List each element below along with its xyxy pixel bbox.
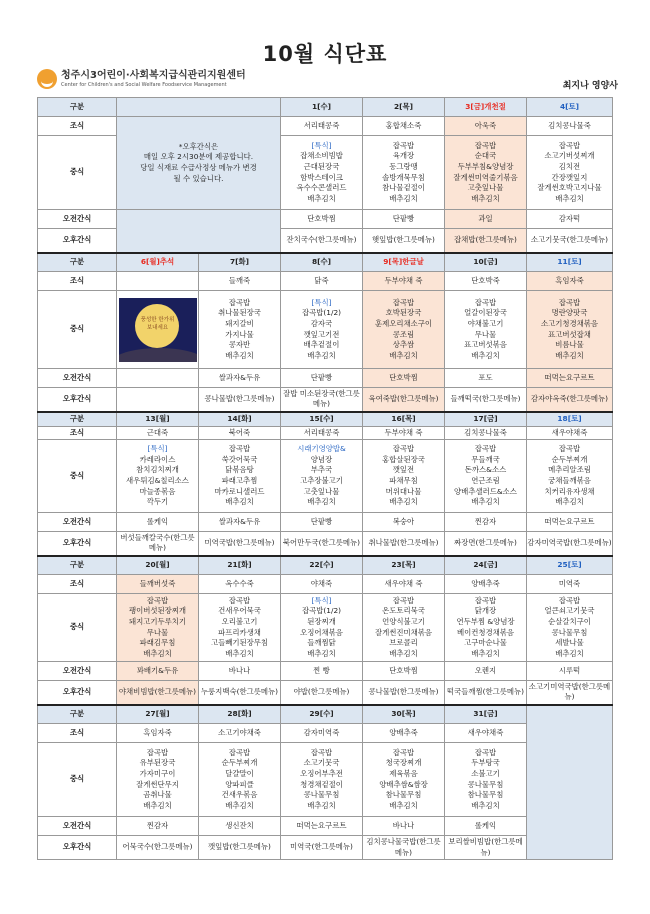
week1-header-row	[38, 98, 613, 117]
lunch-label: 중식	[38, 594, 117, 662]
week5-header-row	[38, 705, 613, 724]
lunch-cell: 잡곡밥 소고기버섯찌개 김치전 간장깻잎지 잘게썬호박고지나물 배추김치	[527, 136, 613, 210]
lunch-cell: 잡곡밥 두부탕국 소불고기 콩나물무침 참나물무침 배추김치	[445, 743, 527, 817]
week3-header-row	[38, 412, 613, 427]
day-header-saturday: 4[토]	[527, 98, 613, 117]
pm-snack-cell: 떡국들깨찜(한그릇메뉴)	[445, 681, 527, 705]
breakfast-cell: 닭죽	[281, 272, 363, 291]
breakfast-cell: 야채죽	[281, 575, 363, 594]
breakfast-cell: 홍합채소죽	[363, 117, 445, 136]
am-snack-cell: 복숭아	[363, 513, 445, 532]
pm-snack-label: 오후간식	[38, 681, 117, 705]
nutritionist-name: 최지나 영양사	[562, 81, 618, 91]
lunch-cell: 잡곡밥 닭개장 연두부찜 &양념장 베이컨청경채볶음 고구마순나물 배추김치	[445, 594, 527, 662]
breakfast-cell: 감자미역죽	[281, 724, 363, 743]
am-snack-cell: 떠먹는요구르트	[281, 817, 363, 836]
lunch-cell: 잡곡밥 육개장 동그랑땡 솔방개묵무침 참나물겉절이 배추김치	[363, 136, 445, 210]
gubun-label: 구분	[38, 412, 117, 427]
pm-snack-cell: 감자미역국밥(한그릇메뉴)	[527, 532, 613, 556]
week4-header-row	[38, 556, 613, 575]
breakfast-cell: 두부야채 죽	[363, 272, 445, 291]
am-snack-cell: 단팥빵	[363, 210, 445, 229]
am-snack-cell: 단호박찜	[363, 662, 445, 681]
am-snack-cell: 과일	[445, 210, 527, 229]
am-snack-cell: 단팥빵	[281, 513, 363, 532]
am-snack-cell: 감자떡	[527, 210, 613, 229]
breakfast-cell: 소고기야채죽	[199, 724, 281, 743]
lunch-cell: 잡곡밥 팽이버섯된장찌개 돼지고기두루치기 무나물 파래김무침 배추김치	[117, 594, 199, 662]
breakfast-cell: 흑임자죽	[117, 724, 199, 743]
breakfast-cell: 서리태콩죽	[281, 117, 363, 136]
am-snack-cell: 단팥빵	[281, 369, 363, 388]
pm-snack-cell: 육여죽밥(한그릇메뉴)	[363, 388, 445, 412]
gubun-label: 구분	[38, 705, 117, 724]
breakfast-cell: 들깨죽	[199, 272, 281, 291]
breakfast-cell: 단호박죽	[445, 272, 527, 291]
day-header: 27[월]	[117, 705, 199, 724]
org-logo	[37, 69, 246, 89]
am-snack-cell: 롤케익	[445, 817, 527, 836]
pm-snack-label: 오후간식	[38, 388, 117, 412]
day-header: 23[목]	[363, 556, 445, 575]
am-snack-cell	[117, 369, 199, 388]
breakfast-label: 조식	[38, 575, 117, 594]
am-snack-cell: 떠먹는요구르트	[527, 369, 613, 388]
lunch-cell: 잡곡밥 얼큰쇠고기뭇국 순살갈치구이 콩나물무침 세발나물 배추김치	[527, 594, 613, 662]
pm-snack-cell: 감자야옥죽(한그릇메뉴)	[527, 388, 613, 412]
gubun-label: 구분	[38, 253, 117, 272]
lunch-cell: [특식] 잡곡밥(1/2) 감자국 깻잎고기전 배추겉절이 배추김치	[281, 291, 363, 369]
blank-cell	[117, 210, 281, 253]
day-header: 20[월]	[117, 556, 199, 575]
breakfast-label: 조식	[38, 427, 117, 440]
lunch-cell: 잡곡밥 무들깨국 돈까스&소스 연근조림 양배추샐러드&소스 배추김치	[445, 440, 527, 513]
day-header: 24[금]	[445, 556, 527, 575]
am-snack-cell: 바나나	[199, 662, 281, 681]
empty-header	[117, 98, 281, 117]
org-subtitle: Center for Children's and Social Welfare Foodservice Management	[61, 81, 227, 88]
lunch-cell: 잡곡밥 유부된장국 가자미구이 잘게썬단무지 곰취나물 배추김치	[117, 743, 199, 817]
am-snack-cell: 오렌지	[445, 662, 527, 681]
gubun-label: 구분	[38, 98, 117, 117]
lunch-label: 중식	[38, 291, 117, 369]
am-snack-cell: 롤케익	[117, 513, 199, 532]
day-header-holiday: 3[금]개천절	[445, 98, 527, 117]
breakfast-cell: 새우야채 죽	[363, 575, 445, 594]
am-snack-label: 오전간식	[38, 662, 117, 681]
day-header-saturday: 11[토]	[527, 253, 613, 272]
lunch-cell: 잡곡밥 취나물된장국 돼지갈비 가지나물 콩자반 배추김치	[199, 291, 281, 369]
week2-header-row	[38, 253, 613, 272]
lunch-cell: 시래기영양밥& 양념장 부추국 고추장불고기 고춧잎나물 배추김치	[281, 440, 363, 513]
day-header: 15[수]	[281, 412, 363, 427]
pm-snack-cell: 콩나물밥(한그릇메뉴)	[363, 681, 445, 705]
pm-snack-cell: 김치콩나물국밥(한그릇메뉴)	[363, 836, 445, 860]
lunch-cell: [특식] 카레라이스 참치김치찌개 새우튀김&칠리소스 마늘종볶음 깍두기	[117, 440, 199, 513]
lunch-cell: 잡곡밥 순두부찌개 달걀말이 양파피클 건새우볶음 배추김치	[199, 743, 281, 817]
am-snack-cell: 단호박찜	[281, 210, 363, 229]
page-title: 10월 식단표	[262, 42, 388, 66]
lunch-cell: 잡곡밥 명란양팟국 소고기청경채볶음 표고버섯잡채 비름나물 배추김치	[527, 291, 613, 369]
pm-snack-cell: 잔치국수(한그릇메뉴)	[281, 229, 363, 253]
pm-snack-cell: 버섯들깨칼국수(한그릇메뉴)	[117, 532, 199, 556]
am-snack-label: 오전간식	[38, 817, 117, 836]
lunch-cell: [특식] 잡곡밥(1/2) 된장찌개 오징어채볶음 들깨찜닭 배추김치	[281, 594, 363, 662]
breakfast-cell: 두부야채 죽	[363, 427, 445, 440]
smile-logo-icon	[37, 69, 57, 89]
pm-snack-cell: 잘밥 미소된장국(한그릇메뉴)	[281, 388, 363, 412]
chuseok-image-cell	[117, 291, 199, 369]
breakfast-cell: 서리태콩죽	[281, 427, 363, 440]
day-header-holiday: 9[목]한글날	[363, 253, 445, 272]
pm-snack-cell: 북어만두국(한그릇메뉴)	[281, 532, 363, 556]
breakfast-label: 조식	[38, 117, 117, 136]
breakfast-cell: 새우야채죽	[527, 427, 613, 440]
am-snack-cell: 찐 빵	[281, 662, 363, 681]
breakfast-cell	[117, 272, 199, 291]
lunch-label: 중식	[38, 440, 117, 513]
pm-snack-label: 오후간식	[38, 532, 117, 556]
am-snack-cell: 찐감자	[445, 513, 527, 532]
pm-snack-cell: 잡채밥(한그릇메뉴)	[445, 229, 527, 253]
breakfast-label: 조식	[38, 724, 117, 743]
pm-snack-cell: 소고기미역국밥(한그릇메뉴)	[527, 681, 613, 705]
pm-snack-cell: 누룽지백숙(한그릇메뉴)	[199, 681, 281, 705]
breakfast-cell: 새우야채죽	[445, 724, 527, 743]
breakfast-cell: 김치콩나물죽	[445, 427, 527, 440]
pm-snack-cell: 햇잎밥(한그릇메뉴)	[363, 229, 445, 253]
day-header: 29[수]	[281, 705, 363, 724]
breakfast-cell: 들깨버섯죽	[117, 575, 199, 594]
pm-snack-cell: 미역국(한그릇메뉴)	[281, 836, 363, 860]
am-snack-cell: 쌀과자&두유	[199, 369, 281, 388]
blank-cell	[527, 705, 613, 860]
notice-box: *오후간식은 매일 오후 2시30분에 제공합니다. 당일 식재료 수급사정상 메뉴가 변경 될 수 있습니다.	[117, 117, 281, 210]
am-snack-label: 오전간식	[38, 369, 117, 388]
am-snack-cell: 시루떡	[527, 662, 613, 681]
day-header: 10[금]	[445, 253, 527, 272]
am-snack-cell: 꽈배기&두유	[117, 662, 199, 681]
am-snack-cell: 생신잔치	[199, 817, 281, 836]
breakfast-label: 조식	[38, 272, 117, 291]
breakfast-cell: 옥수수죽	[199, 575, 281, 594]
am-snack-label: 오전간식	[38, 513, 117, 532]
breakfast-cell: 아욱죽	[445, 117, 527, 136]
day-header: 13[월]	[117, 412, 199, 427]
am-snack-cell: 떠먹는요구르트	[527, 513, 613, 532]
lunch-cell: 잡곡밥 호박된장국 훈제오리채소구이 콩조림 상추쌈 배추김치	[363, 291, 445, 369]
lunch-cell: 잡곡밥 홍합살된장국 깻잎전 파채무침 머위대나물 배추김치	[363, 440, 445, 513]
gubun-label: 구분	[38, 556, 117, 575]
am-snack-cell: 단호박찜	[363, 369, 445, 388]
am-snack-cell: 바나나	[363, 817, 445, 836]
pm-snack-cell: 소고기뭇국(한그릇메뉴)	[527, 229, 613, 253]
am-snack-cell: 찐감자	[117, 817, 199, 836]
breakfast-cell: 김치콩나물죽	[527, 117, 613, 136]
breakfast-cell: 양배추죽	[445, 575, 527, 594]
pm-snack-cell: 어묵국수(한그릇메뉴)	[117, 836, 199, 860]
day-header-holiday: 6[월]추석	[117, 253, 199, 272]
lunch-cell: [특식] 잡채소비빔밥 근대된장국 함박스테이크 옥수수콘샐러드 배추김치	[281, 136, 363, 210]
day-header: 22[수]	[281, 556, 363, 575]
breakfast-cell: 북어죽	[199, 427, 281, 440]
pm-snack-label: 오후간식	[38, 836, 117, 860]
am-snack-cell: 포도	[445, 369, 527, 388]
pm-snack-cell: 들깨떡국(한그릇메뉴)	[445, 388, 527, 412]
menu-table	[37, 97, 613, 860]
lunch-cell: 잡곡밥 순두부찌개 메추리알조림 궁채들깨볶음 치커리유자생채 배추김치	[527, 440, 613, 513]
day-header: 21[화]	[199, 556, 281, 575]
day-header: 2[목]	[363, 98, 445, 117]
lunch-label: 중식	[38, 136, 117, 210]
lunch-cell: 잡곡밥 온도토리묵국 언양식불고기 잘게썬진미채볶음 브로콜리 배추김치	[363, 594, 445, 662]
breakfast-cell: 미역죽	[527, 575, 613, 594]
breakfast-cell: 양배추죽	[363, 724, 445, 743]
lunch-cell: 잡곡밥 건새우어묵국 오리불고기 파프리카생채 고들빼기된장무침 배추김치	[199, 594, 281, 662]
day-header: 31[금]	[445, 705, 527, 724]
pm-snack-cell: 야밥(한그릇메뉴)	[281, 681, 363, 705]
day-header: 30[목]	[363, 705, 445, 724]
lunch-label: 중식	[38, 743, 117, 817]
full-moon-illustration: 풍성한 한가위 보내세요	[119, 298, 197, 362]
am-snack-label: 오전간식	[38, 210, 117, 229]
org-name: 청주시3어린이·사회복지급식관리지원센터	[61, 69, 246, 81]
day-header: 7[화]	[199, 253, 281, 272]
pm-snack-cell: 미역국밥(한그릇메뉴)	[199, 532, 281, 556]
day-header: 17[금]	[445, 412, 527, 427]
day-header: 28[화]	[199, 705, 281, 724]
day-header: 8[수]	[281, 253, 363, 272]
lunch-cell: 잡곡밥 소고기뭇국 오징어부추전 청경채겉절이 콩나물무침 배추김치	[281, 743, 363, 817]
breakfast-cell: 근대죽	[117, 427, 199, 440]
pm-snack-cell: 보리쌀비빔밥(한그릇메뉴)	[445, 836, 527, 860]
lunch-cell: 잡곡밥 청국장찌개 제육볶음 양배추쌈&쌈장 참나물무침 배추김치	[363, 743, 445, 817]
day-header: 16[목]	[363, 412, 445, 427]
pm-snack-cell: 야채비빔밥(한그릇메뉴)	[117, 681, 199, 705]
pm-snack-cell: 콩나물밥(한그릇메뉴)	[199, 388, 281, 412]
pm-snack-cell: 깻잎밥(한그릇메뉴)	[199, 836, 281, 860]
breakfast-cell: 흑임자죽	[527, 272, 613, 291]
lunch-cell: 잡곡밥 순대국 두부부침&양념장 잘게썬미역줄기볶음 고춧잎나물 배추김치	[445, 136, 527, 210]
am-snack-cell: 쌀과자&두유	[199, 513, 281, 532]
pm-snack-cell: 짜장면(한그릇메뉴)	[445, 532, 527, 556]
lunch-cell: 잡곡밥 얼갈이된장국 야채불고기 무나물 표고버섯볶음 배추김치	[445, 291, 527, 369]
day-header: 14[화]	[199, 412, 281, 427]
lunch-cell: 잡곡밥 쑥갓어묵국 닭볶음탕 파래고추찜 마카로니샐러드 배추김치	[199, 440, 281, 513]
day-header: 1[수]	[281, 98, 363, 117]
day-header-saturday: 18[토]	[527, 412, 613, 427]
pm-snack-cell	[117, 388, 199, 412]
pm-snack-label: 오후간식	[38, 229, 117, 253]
pm-snack-cell: 취나물밥(한그릇메뉴)	[363, 532, 445, 556]
day-header-saturday: 25[토]	[527, 556, 613, 575]
